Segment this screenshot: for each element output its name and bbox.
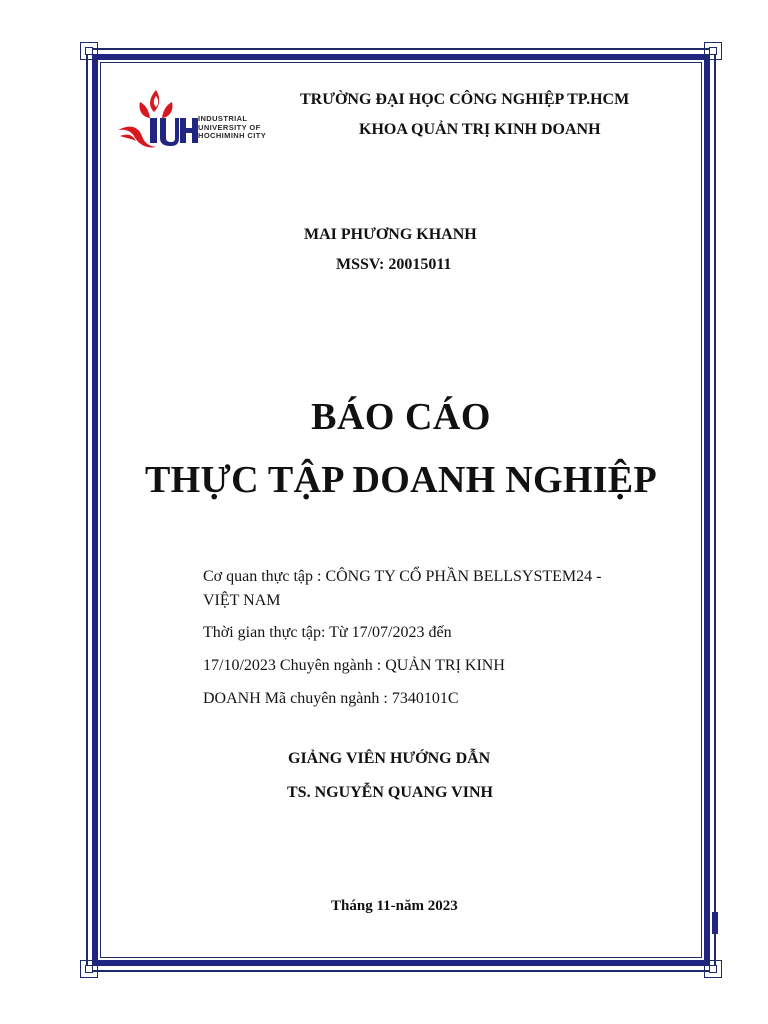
page-border-inner [100, 62, 702, 958]
advisor-name: TS. NGUYỄN QUANG VINH [287, 784, 493, 801]
border-mark [712, 912, 718, 934]
advisor-label: GIẢNG VIÊN HƯỚNG DẪN [288, 750, 491, 767]
student-name: MAI PHƯƠNG KHANH [304, 226, 477, 243]
logo-wordmark-line: UNIVERSITY OF [198, 122, 261, 132]
corner-ornament-bottom-left [80, 960, 98, 978]
info-line: DOANH Mã chuyên ngành : 7340101C [203, 690, 459, 707]
report-date: Tháng 11-năm 2023 [331, 898, 458, 914]
info-line: Cơ quan thực tập : CÔNG TY CỔ PHẦN BELLSYSTEM24 - [203, 568, 602, 585]
info-line: VIỆT NAM [203, 592, 281, 609]
info-line: 17/10/2023 Chuyên ngành : QUẢN TRỊ KINH [203, 657, 505, 674]
logo-wordmark [198, 115, 266, 141]
school-name: TRƯỜNG ĐẠI HỌC CÔNG NGHIỆP TP.HCM [300, 91, 630, 108]
corner-ornament-top-left [80, 42, 98, 60]
student-id: MSSV: 20015011 [336, 256, 452, 273]
info-line: Thời gian thực tập: Từ 17/07/2023 đến [203, 624, 452, 641]
logo-wordmark-line: HOCHIMINH CITY [198, 131, 267, 140]
corner-ornament-bottom-right [704, 960, 722, 978]
faculty-name: KHOA QUẢN TRỊ KINH DOANH [359, 121, 601, 138]
logo-wordmark-line: INDUSTRIAL [198, 114, 248, 123]
report-title-line-1: BÁO CÁO [311, 396, 491, 438]
corner-ornament-top-right [704, 42, 722, 60]
report-title-line-2: THỰC TẬP DOANH NGHIỆP [145, 459, 657, 501]
